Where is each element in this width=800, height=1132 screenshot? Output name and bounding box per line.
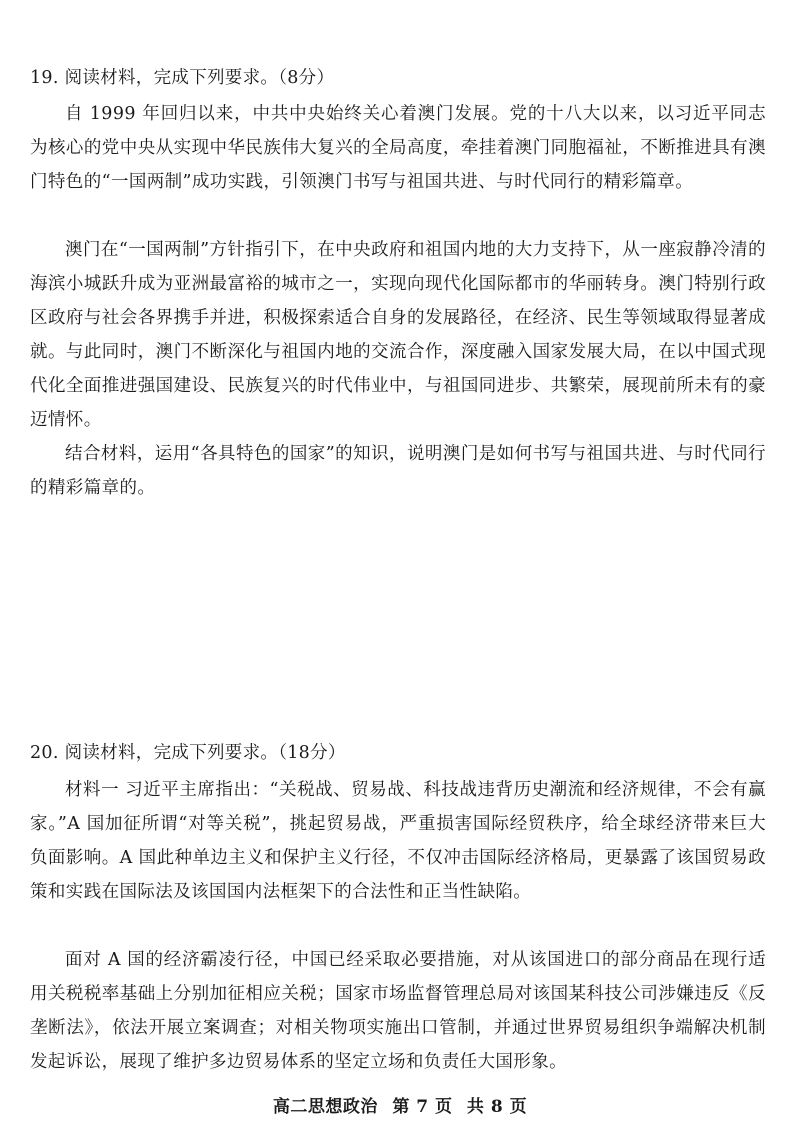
question-20-heading: 20. 阅读材料，完成下列要求。（18分） bbox=[30, 743, 346, 763]
question-19-paragraph-1: 自 1999 年回归以来，中共中央始终关心着澳门发展。党的十八大以来，以习近平同志为核心的党中央从实现中华民族伟大复兴的全局高度，牵挂着澳门同胞福祉，不断推进具有澳门特色的“一国两制”成功实践，引领澳门书写与祖国共进、与时代同行的精彩篇章。 bbox=[30, 104, 766, 192]
question-20-material-1: 材料一 习近平主席指出：“关税战、贸易战、科技战违背历史潮流和经济规律，不会有赢家。”A 国加征所谓“对等关税”，挑起贸易战，严重损害国际经贸秩序，给全球经济带来巨大负面影响。A 国此种单边主义和保护主义行径，不仅冲击国际经济格局，更暴露了该国贸易政策和实践在国际法及该国国内法框架下的合法性和正当性缺陷。 bbox=[30, 780, 766, 902]
page-footer bbox=[0, 1092, 800, 1117]
footer-subject: 高二思想政治 bbox=[272, 1097, 378, 1117]
footer-page-number: 第 7 页 bbox=[392, 1097, 453, 1117]
footer-total-pages: 共 8 页 bbox=[466, 1097, 528, 1117]
question-19-paragraph-2: 澳门在“一国两制”方针指引下，在中央政府和祖国内地的大力支持下，从一座寂静冷清的海滨小城跃升成为亚洲最富裕的城市之一，实现向现代化国际都市的华丽转身。澳门特别行政区政府与社会各界携手并进，积极探索适合自身的发展路径，在经济、民生等领域取得显著成就。与此同时，澳门不断深化与祖国内地的交流合作，深度融入国家发展大局，在以中国式现代化全面推进强国建设、民族复兴的时代伟业中，与祖国同进步、共繁荣，展现前所未有的豪迈情怀。 bbox=[30, 240, 766, 430]
question-19-prompt: 结合材料，运用“各具特色的国家”的知识，说明澳门是如何书写与祖国共进、与时代同行的精彩篇章的。 bbox=[30, 444, 766, 498]
question-20-paragraph-2: 面对 A 国的经济霸凌行径，中国已经采取必要措施，对从该国进口的部分商品在现行适用关税税率基础上分别加征相应关税；国家市场监督管理总局对该国某科技公司涉嫌违反《反垄断法》，依法开展立案调查；对相关物项实施出口管制，并通过世界贸易组织争端解决机制发起诉讼，展现了维护多边贸易体系的坚定立场和负责任大国形象。 bbox=[30, 950, 766, 1072]
question-19-heading: 19. 阅读材料，完成下列要求。（8分） bbox=[30, 68, 335, 88]
